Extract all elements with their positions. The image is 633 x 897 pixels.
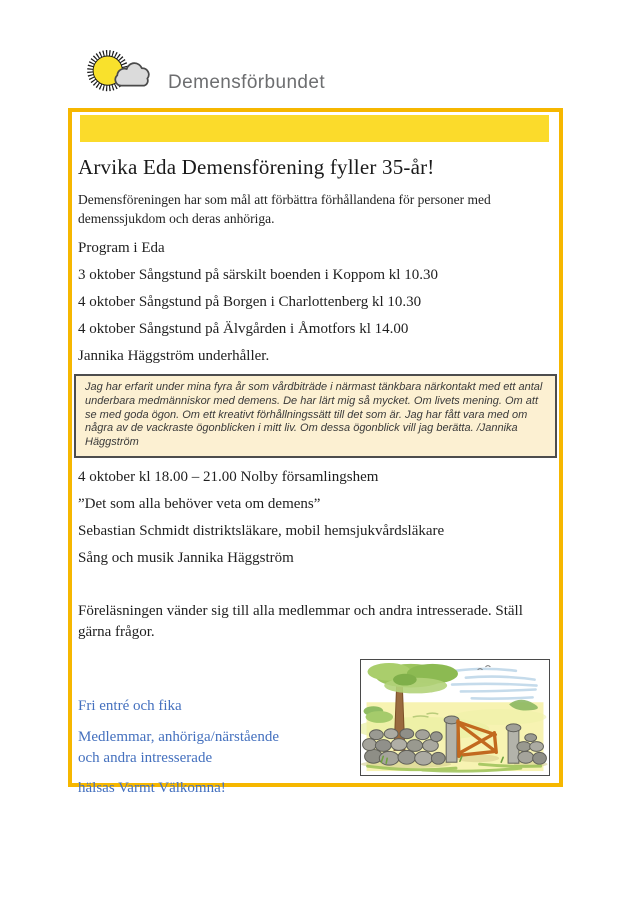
program-item: 4 oktober Sångstund på Borgen i Charlottenberg kl 10.30: [78, 294, 422, 310]
invitation-line: Fri entré och fika: [78, 697, 182, 714]
intro-paragraph: Demensföreningen har som mål att förbättra förhållandena för personer med demenssjukdom och deras anhöriga.: [78, 192, 491, 226]
testimonial-quote: Jag har erfarit under mina fyra år som vårdbiträde i närmast tänkbara närkontakt med ett antal underbara medmänniskor med demens. De har lärt mig så mycket. Om livets mening. Om att se med goda ögon. Om ett kreativt förhållningssätt till det som är. Jag har fått vara med om några av de vackraste ögonblicken i mitt liv. Om dessa ögonblick vill jag berätta. /Jannika Häggström: [74, 374, 557, 458]
program-item: 4 oktober Sångstund på Älvgården i Åmotfors kl 14.00: [78, 321, 409, 337]
event-line: Sebastian Schmidt distriktsläkare, mobil hemsjukvårdsläkare: [78, 522, 445, 539]
demensforbundet-logo: [84, 42, 325, 109]
event-line: Sång och musik Jannika Häggström: [78, 549, 294, 566]
flyer-frame: [68, 108, 563, 796]
top-yellow-banner: [80, 115, 549, 142]
program-heading: Program i Eda: [78, 240, 165, 256]
program-item: 3 oktober Sångstund på särskilt boenden i Koppom kl 10.30: [78, 267, 438, 283]
lecture-note: Föreläsningen vänder sig till alla medlemmar och andra intresserade. Ställ gärna frågor.: [78, 602, 523, 640]
event-line: 4 oktober kl 18.00 – 21.00 Nolby församlingshem: [78, 468, 379, 485]
invitation-line: hälsas Varmt Välkomna!: [78, 779, 226, 796]
invitation-line: Medlemmar, anhöriga/närstående och andra intresserade: [78, 728, 279, 766]
flyer-title: Arvika Eda Demensförening fyller 35-år!: [78, 155, 435, 179]
program-item: Jannika Häggström underhåller.: [78, 348, 270, 364]
bottom-section: [78, 659, 553, 797]
invitation-text: [78, 659, 360, 797]
sun-cloud-icon: [84, 42, 160, 109]
event-line: ”Det som alla behöver veta om demens”: [78, 495, 321, 512]
logo-wordmark: Demensförbundet: [168, 71, 326, 93]
gate-illustration: [360, 659, 550, 776]
